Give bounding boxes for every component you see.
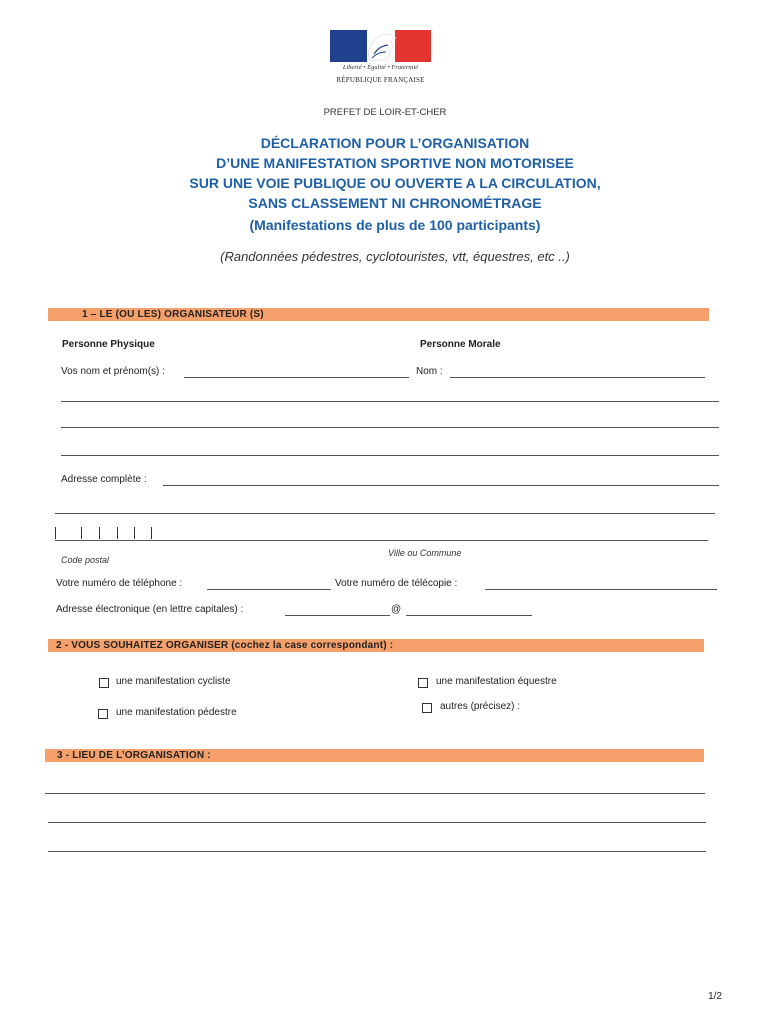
telecopie-field[interactable] bbox=[485, 589, 717, 590]
equestre-label: une manifestation équestre bbox=[436, 676, 557, 687]
republique-francaise-flag-icon bbox=[330, 30, 431, 62]
section-2-header: 2 - VOUS SOUHAITEZ ORGANISER (cochez la case correspondant) : bbox=[56, 640, 394, 651]
equestre-checkbox[interactable] bbox=[418, 678, 428, 688]
email-user-field[interactable] bbox=[285, 615, 390, 616]
logo-motto: Liberté • Égalité • Fraternité bbox=[342, 64, 419, 71]
organisateur-line-1[interactable] bbox=[61, 401, 719, 402]
section-2-header-band bbox=[48, 639, 704, 652]
cycliste-label: une manifestation cycliste bbox=[116, 676, 231, 687]
lieu-line-1[interactable] bbox=[45, 793, 705, 794]
ville-field[interactable] bbox=[55, 540, 708, 541]
organisateur-line-2[interactable] bbox=[61, 427, 719, 428]
title-line-4: SANS CLASSEMENT NI CHRONOMÉTRAGE bbox=[248, 195, 542, 211]
section-1-header-band bbox=[48, 308, 709, 321]
organisateur-line-3[interactable] bbox=[61, 455, 719, 456]
code-postal-field[interactable] bbox=[55, 527, 155, 541]
title-line-1: DÉCLARATION POUR L’ORGANISATION bbox=[260, 135, 530, 151]
code-postal-tick bbox=[99, 527, 100, 539]
title-line-2: D’UNE MANIFESTATION SPORTIVE NON MOTORISEE bbox=[216, 155, 574, 171]
subtitle: (Randonnées pédestres, cyclotouristes, vtt, équestres, etc ..) bbox=[220, 249, 570, 264]
email-domain-field[interactable] bbox=[406, 615, 532, 616]
personne-physique-label: Personne Physique bbox=[62, 339, 155, 350]
title-line-3: SUR UNE VOIE PUBLIQUE OU OUVERTE A LA CIRCULATION, bbox=[189, 175, 601, 191]
nom-prenom-label: Vos nom et prénom(s) : bbox=[61, 366, 165, 377]
code-postal-tick bbox=[81, 527, 82, 539]
section-3-header-band bbox=[45, 749, 704, 762]
code-postal-tick bbox=[151, 527, 152, 539]
logo-republique-francaise: RÉPUBLIQUE FRANÇAISE bbox=[336, 76, 425, 84]
lieu-line-2[interactable] bbox=[48, 822, 706, 823]
email-at: @ bbox=[391, 604, 402, 615]
ville-label: Ville ou Commune bbox=[388, 548, 462, 558]
nom-field[interactable] bbox=[450, 377, 705, 378]
page-number: 1/2 bbox=[708, 991, 722, 1002]
autres-checkbox[interactable] bbox=[422, 703, 432, 713]
lieu-line-3[interactable] bbox=[48, 851, 706, 852]
adresse-label: Adresse complète : bbox=[61, 474, 147, 485]
code-postal-tick bbox=[134, 527, 135, 539]
nom-prenom-field[interactable] bbox=[184, 377, 409, 378]
title-line-5: (Manifestations de plus de 100 participants) bbox=[249, 217, 541, 233]
adresse-line-2[interactable] bbox=[55, 513, 715, 514]
personne-morale-label: Personne Morale bbox=[420, 339, 501, 350]
telephone-field[interactable] bbox=[207, 589, 331, 590]
code-postal-label: Code postal bbox=[61, 555, 110, 565]
pedestre-checkbox[interactable] bbox=[98, 709, 108, 719]
email-label: Adresse électronique (en lettre capitales) : bbox=[56, 604, 244, 615]
marianne-logo bbox=[330, 30, 431, 90]
code-postal-tick bbox=[55, 527, 56, 539]
section-3-header: 3 - LIEU DE L’ORGANISATION : bbox=[57, 750, 211, 761]
telecopie-label: Votre numéro de télécopie : bbox=[335, 578, 458, 589]
pedestre-label: une manifestation pédestre bbox=[116, 707, 237, 718]
section-1-header: 1 – LE (OU LES) ORGANISATEUR (S) bbox=[82, 309, 264, 320]
prefet-label: PREFET DE LOIR-ET-CHER bbox=[323, 107, 447, 118]
code-postal-tick bbox=[117, 527, 118, 539]
adresse-field[interactable] bbox=[163, 485, 719, 486]
nom-label: Nom : bbox=[416, 366, 443, 377]
telephone-label: Votre numéro de téléphone : bbox=[56, 578, 183, 589]
cycliste-checkbox[interactable] bbox=[99, 678, 109, 688]
autres-label: autres (précisez) : bbox=[440, 701, 521, 712]
